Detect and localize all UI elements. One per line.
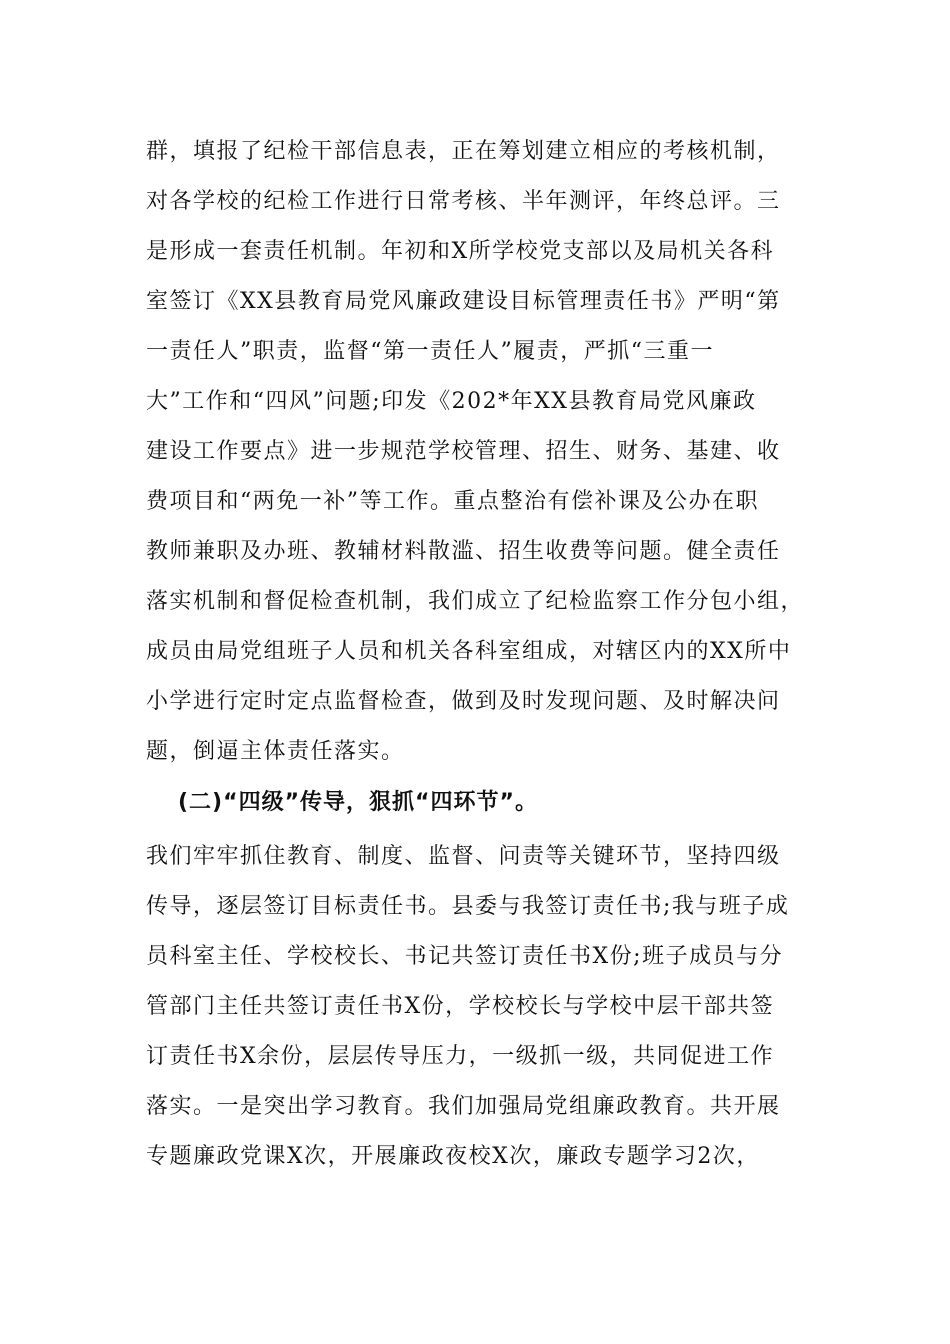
text-line: 费项目和“两免一补”等工作。重点整治有偿补课及公办在职 xyxy=(146,489,759,514)
text-line: 题，倒逼主体责任落实。 xyxy=(146,739,405,764)
text-line: 传导，逐层签订目标责任书。县委与我签订责任书;我与班子成 xyxy=(146,894,790,919)
section-heading: (二)“四级”传导，狠抓“四环节”。 xyxy=(178,790,538,815)
body-paragraph-1 xyxy=(146,127,806,777)
text-line: 落实机制和督促检查机制，我们成立了纪检监察工作分包小组， xyxy=(146,589,805,614)
text-line: 订责任书X余份，层层传导压力，一级抓一级，共同促进工作 xyxy=(146,1044,775,1069)
text-line: 我们牢牢抓住教育、制度、监督、问责等关键环节，坚持四级 xyxy=(146,844,781,869)
text-line: 室签订《XX县教育局党风廉政建设目标管理责任书》严明“第 xyxy=(146,289,781,314)
text-line: 建设工作要点》进一步规范学校管理、招生、财务、基建、收 xyxy=(146,439,781,464)
body-paragraph-2 xyxy=(146,832,806,1182)
text-line: 大”工作和“四风”问题;印发《202*年XX县教育局党风廉政 xyxy=(146,389,757,414)
text-line: 管部门主任共签订责任书X份，学校校长与学校中层干部共签 xyxy=(146,994,775,1019)
text-line: 一责任人”职责，监督“第一责任人”履责，严抓“三重一 xyxy=(146,339,714,364)
text-line: 专题廉政党课X次，开展廉政夜校X次，廉政专题学习2次， xyxy=(146,1144,760,1169)
text-line: 对各学校的纪检工作进行日常考核、半年测评，年终总评。三 xyxy=(146,189,781,214)
text-line: 小学进行定时定点监督检查，做到及时发现问题、及时解决问 xyxy=(146,689,781,714)
text-line: 是形成一套责任机制。年初和X所学校党支部以及局机关各科 xyxy=(146,239,775,264)
text-line: 教师兼职及办班、教辅材料散滥、招生收费等问题。健全责任 xyxy=(146,539,781,564)
text-line: 员科室主任、学校校长、书记共签订责任书X份;班子成员与分 xyxy=(146,944,784,969)
text-line: 落实。一是突出学习教育。我们加强局党组廉政教育。共开展 xyxy=(146,1094,781,1119)
text-line: 成员由局党组班子人员和机关各科室组成，对辖区内的XX所中 xyxy=(146,639,792,664)
text-line: 群，填报了纪检干部信息表，正在筹划建立相应的考核机制， xyxy=(146,139,781,164)
